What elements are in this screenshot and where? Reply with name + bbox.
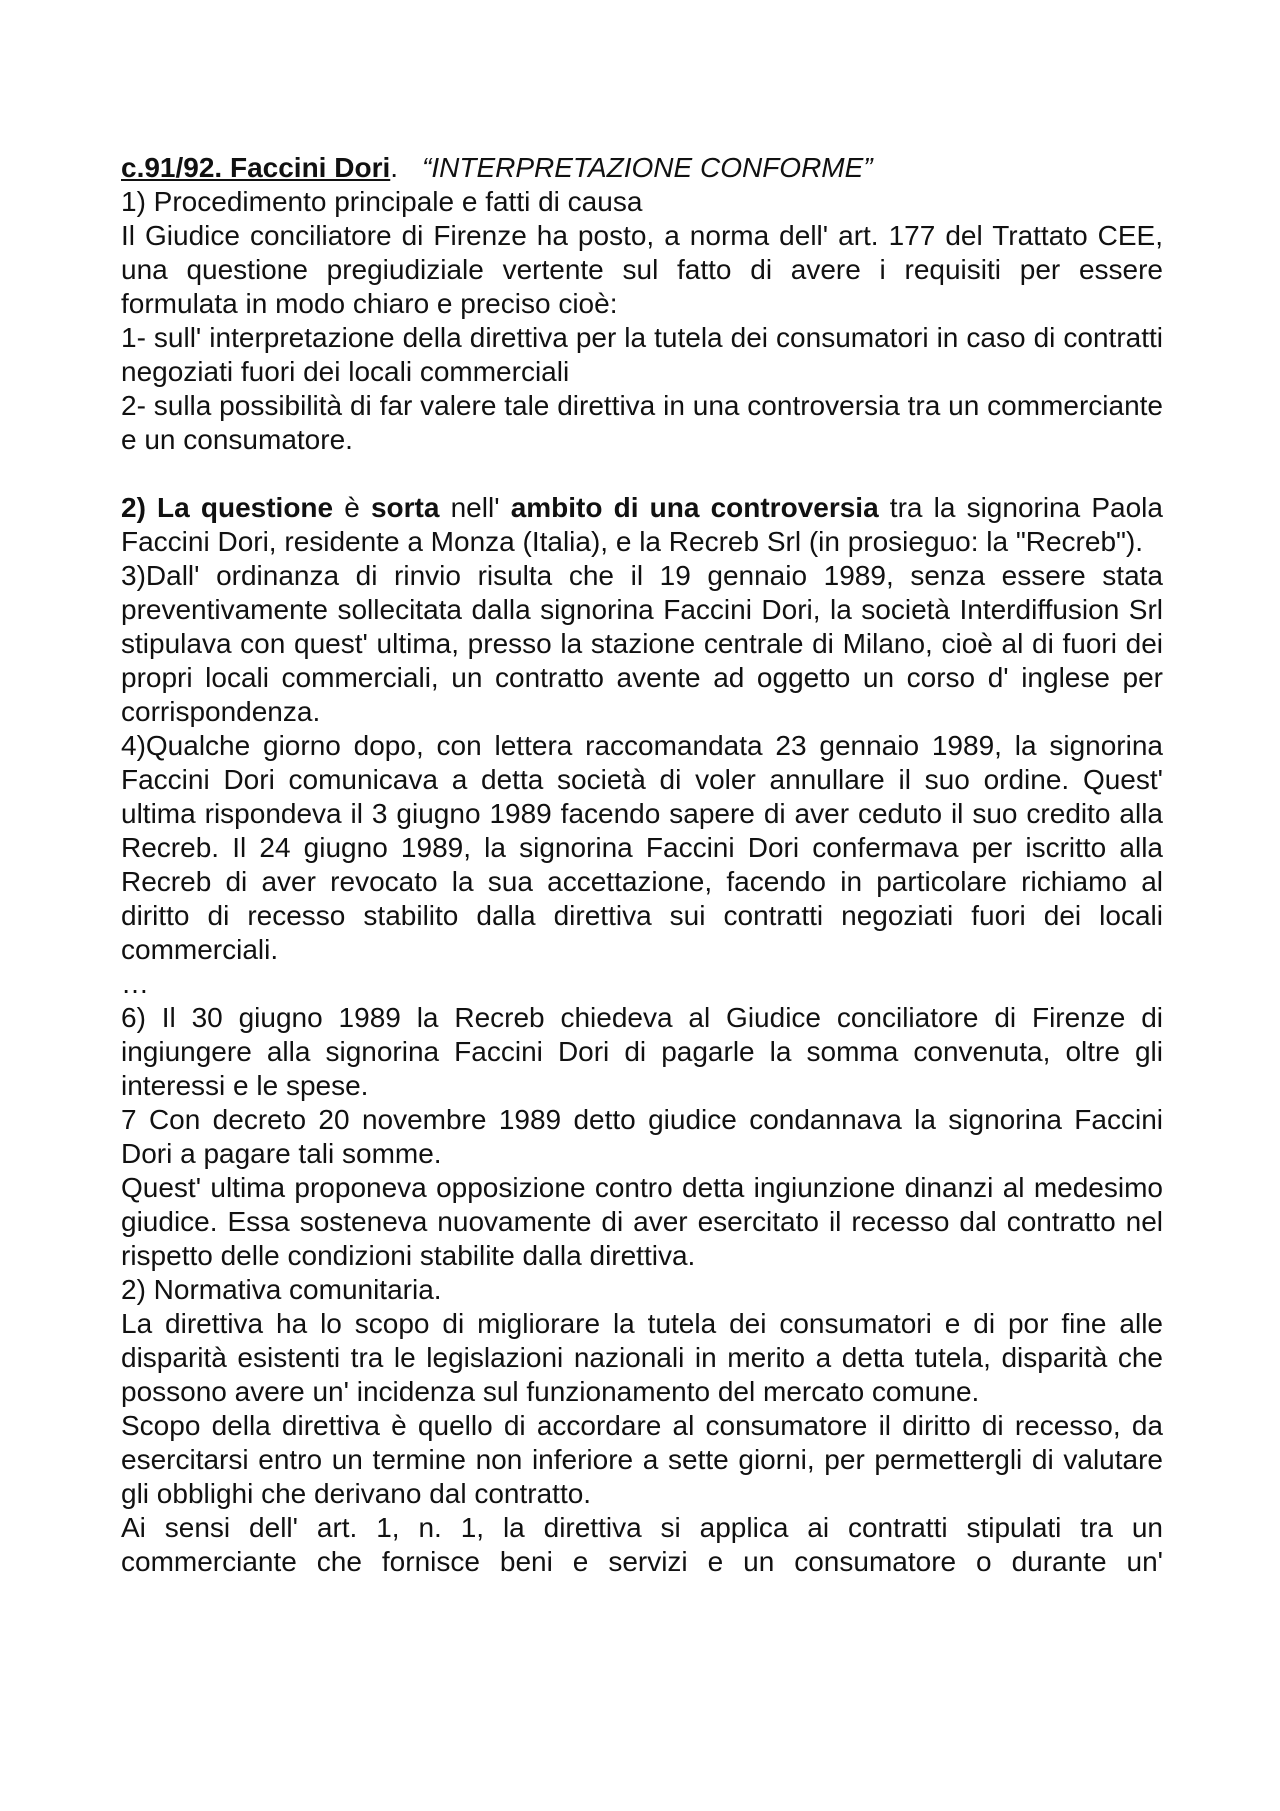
paragraph-3-ordinanza: 3)Dall' ordinanza di rinvio risulta che il 19 gennaio 1989, senza essere stata preventivamente sollecitata dalla signorina Faccini Dori, la società Interdiffusion Srl stipulava con quest' ultima, presso la stazione centrale di Milano, cioè al di fuori dei propri locali commerciali, un contratto avente ad oggetto un corso d' inglese per corrispondenza. — [121, 560, 1163, 727]
paragraph-art-1: Ai sensi dell' art. 1, n. 1, la direttiva si applica ai contratti stipulati tra un commerciante che fornisce beni e servizi e un consumatore o durante un' — [121, 1512, 1163, 1577]
bold-questione: 2) La questione — [121, 492, 334, 523]
section-heading-normativa: 2) Normativa comunitaria. — [121, 1274, 442, 1305]
paragraph-diritto-recesso: Scopo della direttiva è quello di accordare al consumatore il diritto di recesso, da esercitarsi entro un termine non inferiore a sette giorni, per permettergli di valutare gli obblighi che derivano dal contratto. — [121, 1410, 1163, 1509]
text-e: è — [333, 492, 371, 523]
paragraph-giudice-conciliatore: Il Giudice conciliatore di Firenze ha posto, a norma dell' art. 177 del Trattato CEE, una questione pregiudiziale vertente sul fatto di avere i requisiti per essere formulata in modo chiaro e preciso cioè: — [121, 220, 1163, 319]
text-signorina: tra la signorina Paola Faccini Dori, residente a Monza (Italia), e la Recreb Srl (in prosieguo: la "Recreb"). — [121, 492, 1163, 557]
document-subtitle: “INTERPRETAZIONE CONFORME” — [422, 152, 873, 183]
list-item-possibilita: 2- sulla possibilità di far valere tale direttiva in una controversia tra un commerciante e un consumatore. — [121, 390, 1163, 455]
document-header — [121, 151, 1163, 185]
document-page — [121, 151, 1163, 1579]
paragraph-opposizione: Quest' ultima proponeva opposizione contro detta ingiunzione dinanzi al medesimo giudice. Essa sosteneva nuovamente di aver esercitato il recesso dal contratto nel rispetto delle condizioni stabilite dalla direttiva. — [121, 1172, 1163, 1271]
paragraph-4-lettera: 4)Qualche giorno dopo, con lettera raccomandata 23 gennaio 1989, la signorina Faccini Dori comunicava a detta società di voler annullare il suo ordine. Quest' ultima rispondeva il 3 giugno 1989 facendo sapere di aver ceduto il suo credito alla Recreb. Il 24 giugno 1989, la signorina Faccini Dori confermava per iscritto alla Recreb di aver revocato la sua accettazione, facendo in particolare richiamo al diritto di recesso stabilito dalla direttiva sui contratti negoziati fuori dei locali commerciali. — [121, 730, 1163, 965]
paragraph-6-recreb: 6) Il 30 giugno 1989 la Recreb chiedeva al Giudice conciliatore di Firenze di ingiungere alla signorina Faccini Dori di pagarle la somma convenuta, oltre gli interessi e le spese. — [121, 1002, 1163, 1101]
bold-ambito: ambito di una controversia — [510, 492, 879, 523]
blank-line — [121, 457, 1163, 491]
paragraph-questione — [121, 491, 1163, 559]
paragraph-direttiva-scopo: La direttiva ha lo scopo di migliorare la tutela dei consumatori e di por fine alle disparità esistenti tra le legislazioni nazionali in merito a detta tutela, disparità che possono avere un' incidenza sul funzionamento del mercato comune. — [121, 1308, 1163, 1407]
list-item-interpretazione: 1- sull' interpretazione della direttiva per la tutela dei consumatori in caso di contratti negoziati fuori dei locali commerciali — [121, 322, 1163, 387]
text-nell: nell' — [439, 492, 511, 523]
paragraph-7-decreto: 7 Con decreto 20 novembre 1989 detto giudice condannava la signorina Faccini Dori a pagare tali somme. — [121, 1104, 1163, 1169]
case-reference: c.91/92. Faccini Dori — [121, 152, 391, 183]
bold-sorta: sorta — [370, 492, 440, 523]
section-heading-procedimento: 1) Procedimento principale e fatti di causa — [121, 186, 643, 217]
ellipsis: … — [121, 968, 149, 999]
case-reference-dot: . — [390, 152, 399, 183]
